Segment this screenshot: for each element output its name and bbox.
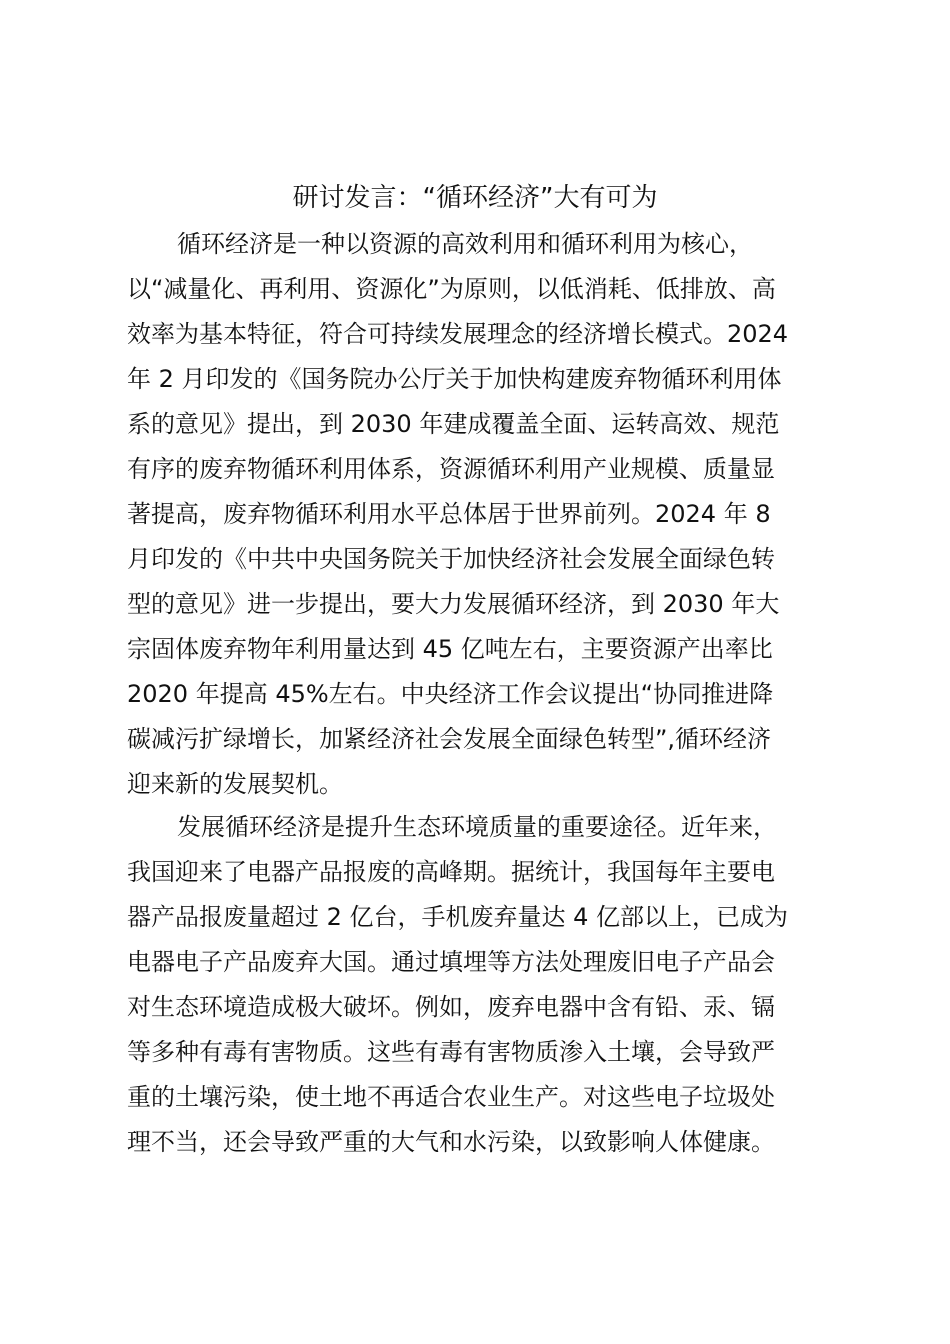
document-title: 研讨发言：“循环经济”大有可为 bbox=[292, 183, 658, 213]
paragraph-line: 等多种有毒有害物质。这些有毒有害物质渗入土壤，会导致严 bbox=[127, 1038, 775, 1066]
paragraph-2 bbox=[127, 805, 827, 1165]
paragraph-line: 发展循环经济是提升生态环境质量的重要途径。近年来， bbox=[177, 813, 777, 841]
paragraph-line: 对生态环境造成极大破坏。例如，废弃电器中含有铅、汞、镉 bbox=[127, 993, 775, 1021]
paragraph-line: 电器电子产品废弃大国。通过填埋等方法处理废旧电子产品会 bbox=[127, 948, 775, 976]
paragraph-line: 重的土壤污染，使土地不再适合农业生产。对这些电子垃圾处 bbox=[127, 1083, 775, 1111]
paragraph-line: 著提高，废弃物循环利用水平总体居于世界前列。2024 年 8 bbox=[127, 500, 771, 528]
paragraph-line: 碳减污扩绿增长，加紧经济社会发展全面绿色转型”,循环经济 bbox=[127, 725, 772, 753]
paragraph-line: 效率为基本特征，符合可持续发展理念的经济增长模式。2024 bbox=[127, 320, 789, 348]
paragraph-line: 宗固体废弃物年利用量达到 45 亿吨左右，主要资源产出率比 bbox=[127, 635, 773, 663]
paragraph-line: 2020 年提高 45%左右。中央经济工作会议提出“协同推进降 bbox=[127, 680, 774, 708]
paragraph-line: 以“减量化、再利用、资源化”为原则，以低消耗、低排放、高 bbox=[127, 275, 776, 303]
paragraph-line: 年 2 月印发的《国务院办公厅关于加快构建废弃物循环利用体 bbox=[127, 365, 782, 393]
paragraph-line: 迎来新的发展契机。 bbox=[127, 770, 343, 798]
paragraph-line: 月印发的《中共中央国务院关于加快经济社会发展全面绿色转 bbox=[127, 545, 775, 573]
paragraph-line: 有序的废弃物循环利用体系，资源循环利用产业规模、质量显 bbox=[127, 455, 775, 483]
paragraph-line: 器产品报废量超过 2 亿台，手机废弃量达 4 亿部以上，已成为 bbox=[127, 903, 789, 931]
paragraph-1 bbox=[127, 222, 827, 807]
paragraph-line: 型的意见》进一步提出，要大力发展循环经济，到 2030 年大 bbox=[127, 590, 780, 618]
paragraph-line: 系的意见》提出，到 2030 年建成覆盖全面、运转高效、规范 bbox=[127, 410, 780, 438]
paragraph-line: 理不当，还会导致严重的大气和水污染，以致影响人体健康。 bbox=[127, 1128, 775, 1156]
paragraph-line: 我国迎来了电器产品报废的高峰期。据统计，我国每年主要电 bbox=[127, 858, 775, 886]
paragraph-line: 循环经济是一种以资源的高效利用和循环利用为核心， bbox=[177, 230, 753, 258]
